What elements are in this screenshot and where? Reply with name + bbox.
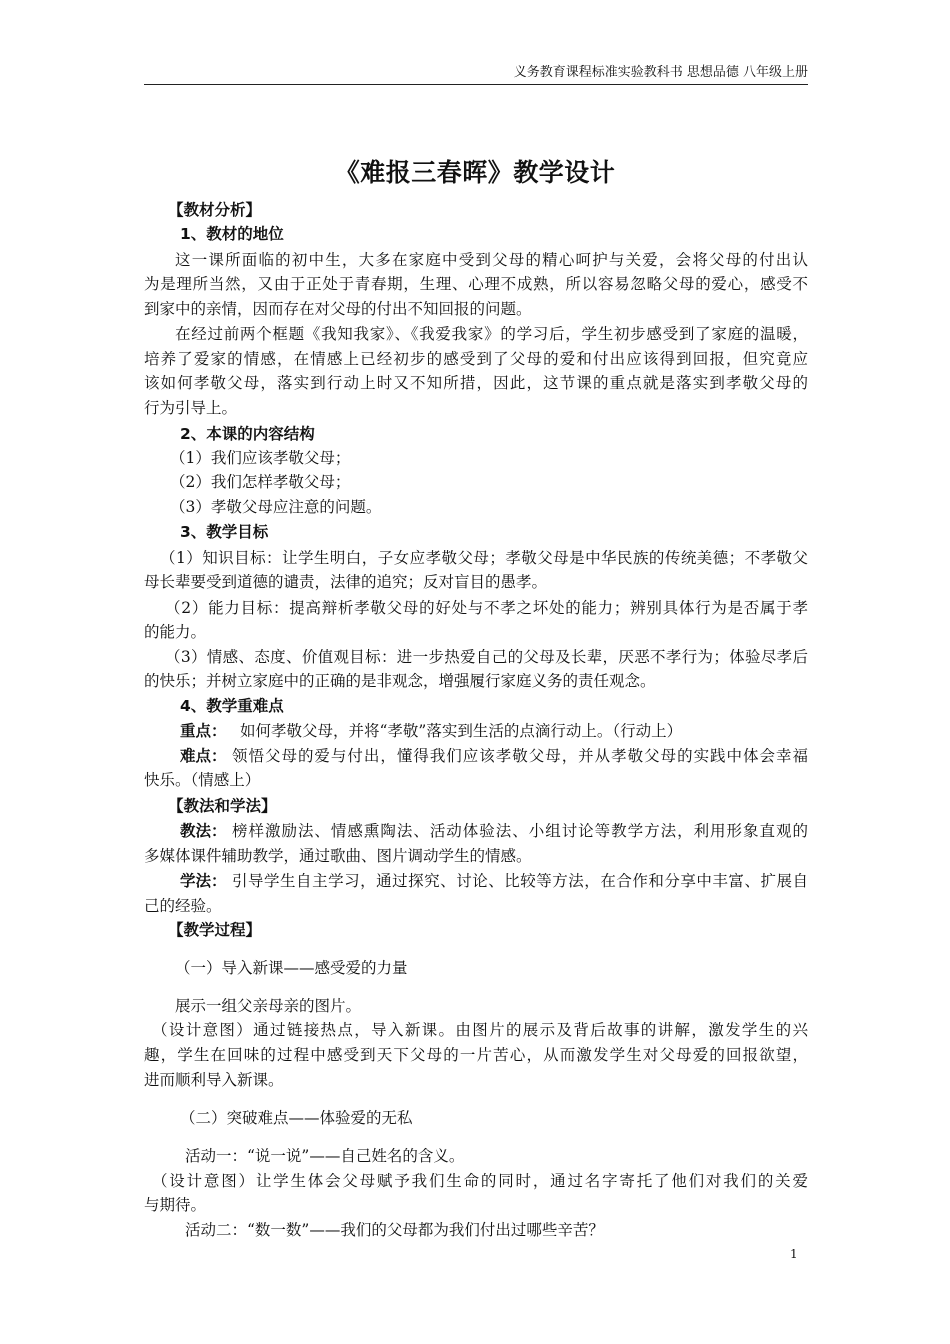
paragraph-line: 快乐。（情感上） xyxy=(144,771,261,789)
paragraph-line: 行为引导上。 xyxy=(144,399,238,417)
teaching-method-label: 教法： xyxy=(180,822,227,840)
paragraph-line: 引导学生自主学习，通过探究、讨论、比较等方法，在合作和分享中丰富、扩展自 xyxy=(232,872,808,890)
paragraph-line: 己的经验。 xyxy=(144,897,222,915)
paragraph-line: （设计意图）通过链接热点，导入新课。由图片的展示及背后故事的讲解，激发学生的兴 xyxy=(152,1021,808,1039)
paragraph-line: 展示一组父亲母亲的图片。 xyxy=(175,997,362,1015)
process-step-heading: （二）突破难点——体验爱的无私 xyxy=(180,1109,413,1127)
paragraph-line: （设计意图）让学生体会父母赋予我们生命的同时，通过名字寄托了他们对我们的关爱 xyxy=(152,1172,808,1190)
running-header: 义务教育课程标准实验教科书 思想品德 八年级上册 xyxy=(144,64,808,85)
section-heading: 【教学过程】 xyxy=(168,921,262,939)
paragraph-line: 的快乐；并树立家庭中的正确的是非观念，增强履行家庭义务的责任观念。 xyxy=(144,672,656,690)
activity-line: 活动一：“说一说”——自己姓名的含义。 xyxy=(185,1147,465,1165)
paragraph-line: 领悟父母的爱与付出，懂得我们应该孝敬父母，并从孝敬父母的实践中体会幸福 xyxy=(232,747,808,765)
paragraph-line: 的能力。 xyxy=(144,623,207,641)
paragraph-line: 到家中的亲情，因而存在对父母的付出不知回报的问题。 xyxy=(144,300,532,318)
paragraph-line: 多媒体课件辅助教学，通过歌曲、图片调动学生的情感。 xyxy=(144,847,532,865)
paragraph-line: （1）知识目标：让学生明白，子女应孝敬父母；孝敬父母是中华民族的传统美德；不孝敬父 xyxy=(160,549,808,567)
process-step-heading: （一）导入新课——感受爱的力量 xyxy=(175,959,408,977)
key-point-label: 重点： xyxy=(180,722,227,740)
subsection-heading: 2、本课的内容结构 xyxy=(180,425,315,443)
paragraph-line: 进而顺利导入新课。 xyxy=(144,1071,284,1089)
subsection-heading: 3、教学目标 xyxy=(180,523,269,541)
paragraph-line: 趣，学生在回味的过程中感受到天下父母的一片苦心，从而激发学生对父母爱的回报欲望， xyxy=(144,1046,808,1064)
paragraph-line: 母长辈要受到道德的谴责，法律的追究；反对盲目的愚孝。 xyxy=(144,573,548,591)
paragraph-line: 该如何孝敬父母，落实到行动上时又不知所措，因此，这节课的重点就是落实到孝敬父母的 xyxy=(144,374,808,392)
paragraph-line: （3）情感、态度、价值观目标：进一步热爱自己的父母及长辈，厌恶不孝行为；体验尽孝后 xyxy=(165,648,808,666)
list-item: （3）孝敬父母应注意的问题。 xyxy=(170,498,382,516)
section-heading: 【教法和学法】 xyxy=(168,797,277,815)
paragraph-line: 与期待。 xyxy=(144,1196,207,1214)
paragraph-line: 为是理所当然，又由于正处于青春期，生理、心理不成熟，所以容易忽略父母的爱心，感受不 xyxy=(144,275,808,293)
learning-method-label: 学法： xyxy=(180,872,227,890)
paragraph-line: 榜样激励法、情感熏陶法、活动体验法、小组讨论等教学方法，利用形象直观的 xyxy=(232,822,808,840)
difficulty-label: 难点： xyxy=(180,747,227,765)
paragraph-line: 如何孝敬父母，并将“孝敬”落实到生活的点滴行动上。（行动上） xyxy=(240,722,683,740)
subsection-heading: 4、教学重难点 xyxy=(180,697,284,715)
paragraph-line: 在经过前两个框题《我知我家》、《我爱我家》的学习后，学生初步感受到了家庭的温暖， xyxy=(175,325,808,343)
activity-line: 活动二：“数一数”——我们的父母都为我们付出过哪些辛苦？ xyxy=(185,1221,604,1239)
paragraph-line: （2）能力目标：提高辩析孝敬父母的好处与不孝之坏处的能力；辨别具体行为是否属于孝 xyxy=(165,599,808,617)
page-number: 1 xyxy=(790,1247,798,1261)
paragraph-line: 培养了爱家的情感，在情感上已经初步的感受到了父母的爱和付出应该得到回报，但究竟应 xyxy=(144,350,808,368)
paragraph-line: 这一课所面临的初中生，大多在家庭中受到父母的精心呵护与关爱，会将父母的付出认 xyxy=(175,251,808,269)
section-heading: 【教材分析】 xyxy=(168,201,262,219)
list-item: （2）我们怎样孝敬父母； xyxy=(170,473,351,491)
list-item: （1）我们应该孝敬父母； xyxy=(170,449,351,467)
subsection-heading: 1、教材的地位 xyxy=(180,225,284,243)
document-title: 《难报三春晖》教学设计 xyxy=(334,158,616,187)
